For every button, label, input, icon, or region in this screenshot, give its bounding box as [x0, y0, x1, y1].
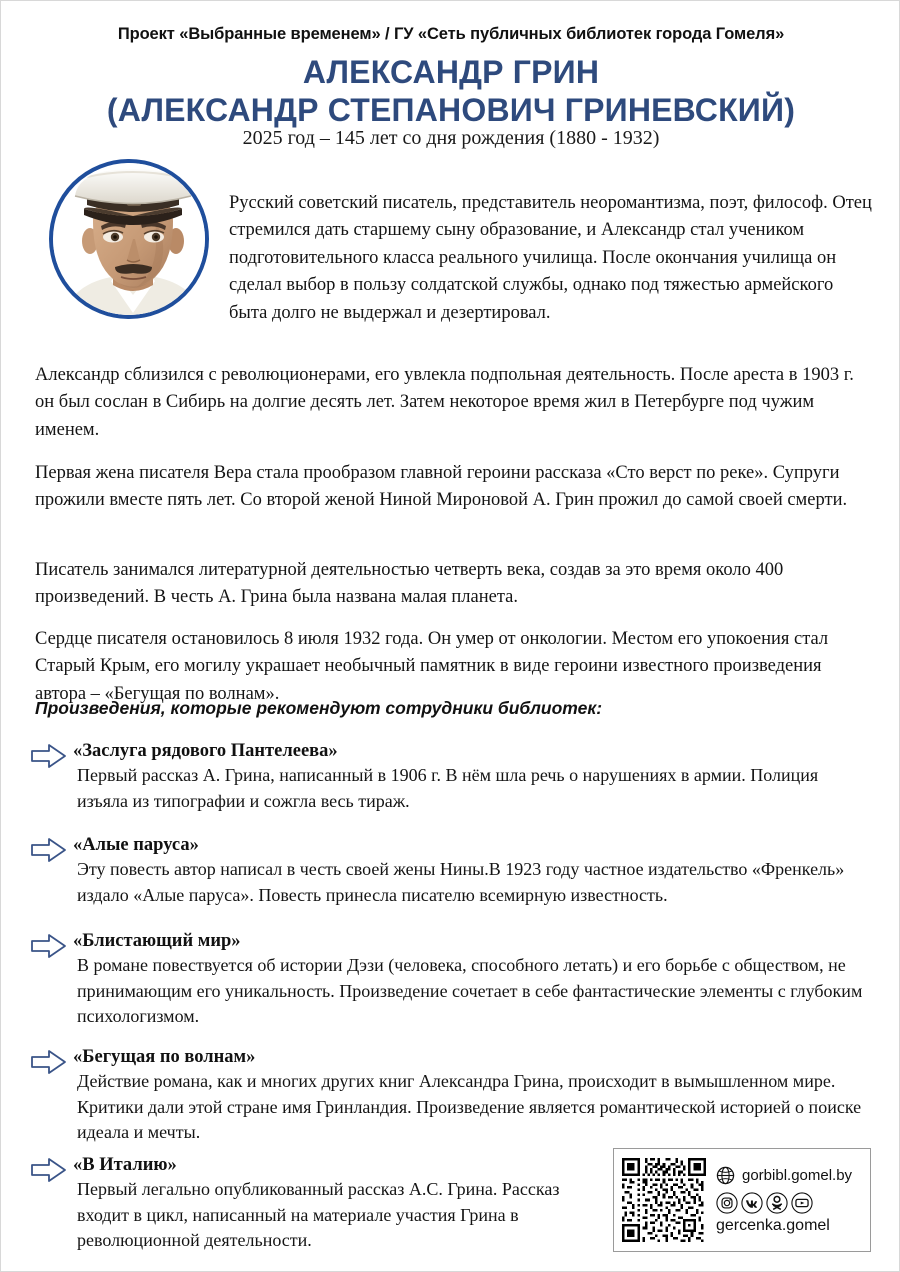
- contact-box: [613, 1148, 871, 1252]
- portrait-illustration: [53, 163, 209, 319]
- book-description: Эту повесть автор написал в честь своей жены Нины.В 1923 году частное издательство «Френкель» издало «Алые паруса». Повесть принесла писателю всемирную известность.: [77, 859, 845, 905]
- book-title: «Блистающий мир»: [73, 931, 241, 951]
- arrow-right-icon: [29, 1048, 69, 1076]
- project-line: Проект «Выбранные временем» / ГУ «Сеть публичных библиотек города Гомеля»: [117, 25, 785, 43]
- book-description: Первый рассказ А. Грина, написанный в 1906 г. В нём шла речь о нарушениях в армии. Полиция изъяла из типографии и сожгла весь тираж.: [77, 765, 819, 811]
- book-description: В романе повествуется об истории Дэзи (человека, способного летать) и его борьбе с обществом, не принимающим его уникальность. Произведение сочетает в себе фантастические элементы с глубоким психологизмом.: [77, 955, 863, 1026]
- paragraph-4: Писатель занимался литературной деятельностью четверть века, создав за это время около 400 произведений. В честь А. Грина была названа малая планета.: [35, 559, 784, 607]
- contact-details: [716, 1166, 862, 1235]
- book-item: [29, 739, 869, 814]
- arrow-right-icon: [29, 742, 69, 770]
- book-title: «В Италию»: [73, 1155, 177, 1175]
- website-text: gorbibl.gomel.by: [742, 1166, 853, 1184]
- author-portrait: [49, 159, 209, 319]
- website-row[interactable]: [716, 1166, 862, 1185]
- paragraph-5: Сердце писателя остановилось 8 июля 1932 года. Он умер от онкологии. Местом его упокоения стал Старый Крым, его могилу украшает необычный памятник в виде героини известного произведения автора – «Бегущая по волнам».: [35, 628, 829, 704]
- book-item: [29, 929, 869, 1030]
- book-item: [29, 1045, 869, 1146]
- book-description: Действие романа, как и многих других книг Александра Грина, происходит в вымышленном мире. Критики дали этой стране имя Гринландия. Произведение является романтической историей о поиске идеала и мечты.: [77, 1071, 862, 1142]
- book-item: [29, 833, 869, 908]
- social-icons-row: [716, 1192, 862, 1214]
- paragraph-3: Первая жена писателя Вера стала прообразом главной героини рассказа «Сто верст по реке». Супруги прожили вместе пять лет. Со второй женой Ниной Мироновой А. Грин прожил до самой своей смерти.: [35, 462, 848, 510]
- arrow-right-icon: [29, 836, 69, 864]
- book-item: [29, 1153, 589, 1254]
- qr-code[interactable]: [622, 1158, 706, 1242]
- globe-icon: [716, 1166, 735, 1185]
- arrow-right-icon: [29, 1156, 69, 1184]
- book-title: «Бегущая по волнам»: [73, 1047, 256, 1067]
- youtube-icon[interactable]: [791, 1192, 813, 1214]
- title-line-1: АЛЕКСАНДР ГРИН: [302, 54, 600, 90]
- social-handle-text: gercenka.gomel: [716, 1216, 830, 1234]
- arrow-right-icon: [29, 932, 69, 960]
- book-title: «Алые паруса»: [73, 835, 199, 855]
- paragraph-2: Александр сблизился с революционерами, его увлекла подпольная деятельность. После ареста в 1903 г. он был сослан в Сибирь на долгие десять лет. Затем некоторое время жил в Петербурге под чужим именем.: [35, 364, 854, 440]
- book-title: «Заслуга рядового Пантелеева»: [73, 741, 338, 761]
- odnoklassniki-icon[interactable]: [766, 1192, 788, 1214]
- recommendations-heading: Произведения, которые рекомендуют сотрудники библиотек:: [35, 698, 603, 718]
- book-description: Первый легально опубликованный рассказ А.С. Грина. Рассказ входит в цикл, написанный на материале участия Грина в революционной деятельности.: [77, 1179, 560, 1250]
- page-title: [1, 53, 900, 129]
- title-line-2: (АЛЕКСАНДР СТЕПАНОВИЧ ГРИНЕВСКИЙ): [106, 92, 796, 128]
- vk-icon[interactable]: [741, 1192, 763, 1214]
- instagram-icon[interactable]: [716, 1192, 738, 1214]
- intro-paragraph: Русский советский писатель, представитель неоромантизма, поэт, философ. Отец стремился дать старшему сыну образование, и Александр стал учеником подготовительного класса реального училища. После окончания училища он сделал выбор в пользу солдатской службы, однако под тяжестью армейского быта долго не выдержал и дезертировал.: [229, 192, 872, 323]
- anniversary-subtitle: 2025 год – 145 лет со дня рождения (1880 - 1932): [242, 127, 660, 149]
